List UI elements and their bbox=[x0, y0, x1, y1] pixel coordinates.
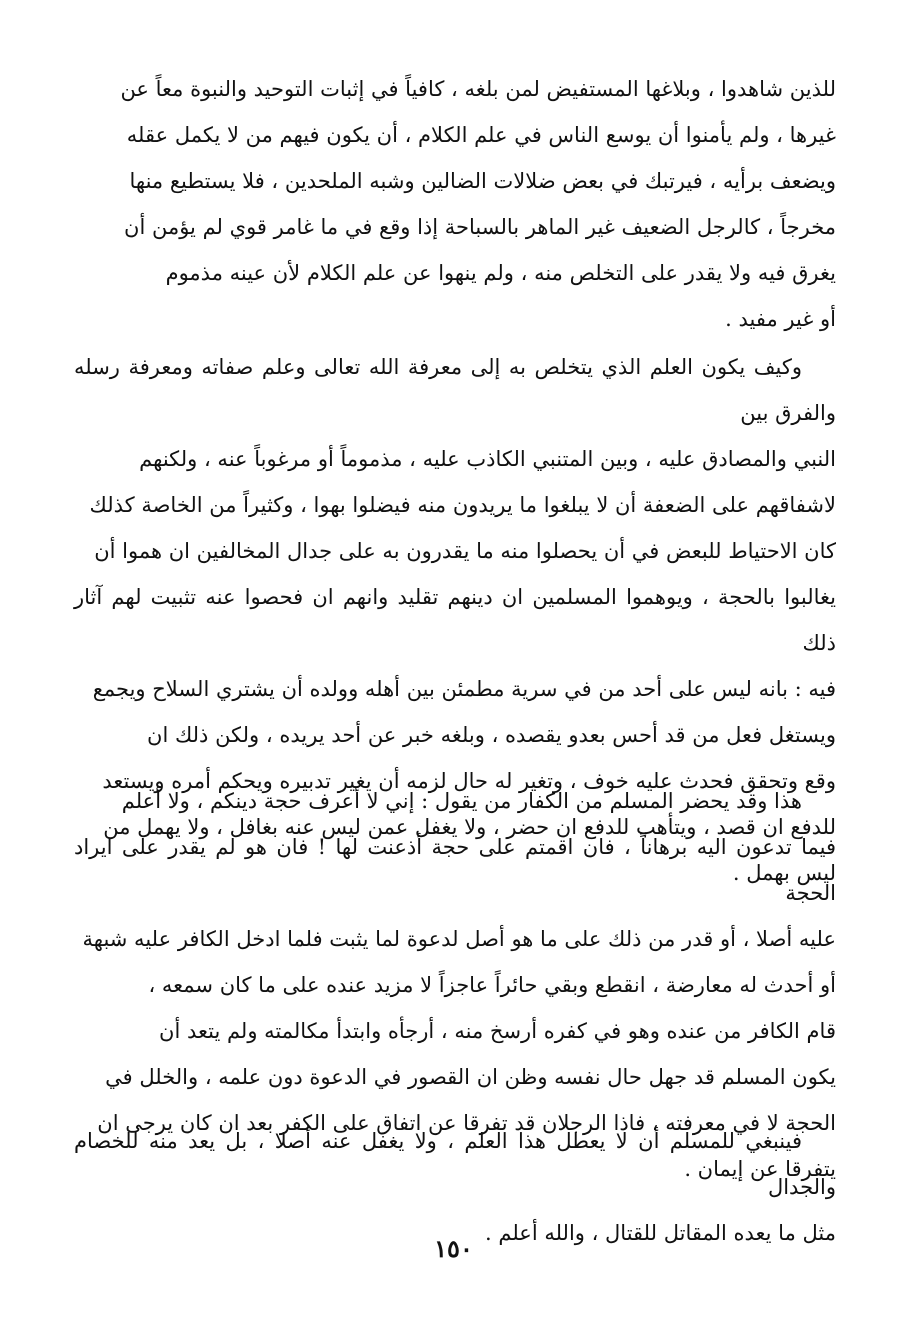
text-line: للذين شاهدوا ، وبلاغها المستفيض لمن بلغه ، كافياً في إثبات التوحيد والنبوة معاً عن bbox=[120, 77, 836, 101]
text-line: ليس بهمل . bbox=[732, 861, 836, 885]
text-line: وكيف يكون العلم الذي يتخلص به إلى معرفة الله تعالى وعلم صفاته ومعرفة رسله والفرق بين bbox=[74, 355, 836, 425]
text-line: يغالبوا بالحجة ، ويوهموا المسلمين ان دينهم تقليد وانهم ان فحصوا عنه تثبيت لهم آثار ذلك bbox=[74, 585, 836, 655]
text-line: فينبغي للمسلم أن لا يعطل هذا العلم ، ولا يغفل عنه أصلا ، بل يعد منه للخصام والجدال bbox=[74, 1129, 836, 1199]
text-line: أو أحدث له معارضة ، انقطع وبقي حائراً عاجزاً لا مزيد عنده على ما كان سمعه ، bbox=[148, 973, 836, 997]
page-number: ١٥٠ bbox=[434, 1234, 473, 1263]
text-line: مثل ما يعده المقاتل للقتال ، والله أعلم . bbox=[485, 1221, 836, 1245]
text-line: النبي والمصادق عليه ، وبين المتنبي الكاذب عليه ، مذموماً أو مرغوباً عنه ، ولكنهم bbox=[139, 447, 836, 471]
text-line: للدفع ان قصد ، ويتأهب للدفع ان حضر ، ولا يغفل عمن ليس عنه بغافل ، ولا يهمل من bbox=[103, 815, 836, 839]
text-line: أو غير مفيد . bbox=[725, 307, 836, 331]
text-line: لاشفاقهم على الضعفة أن لا يبلغوا ما يريدون منه فيضلوا بهوا ، وكثيراً من الخاصة كذلك bbox=[89, 493, 836, 517]
text-line: فيما تدعون اليه برهاناً ، فان اقمتم على حجة أذعنت لها ! فان هو لم يقدر على ايراد الحجة bbox=[74, 835, 836, 905]
text-line: كان الاحتياط للبعض في أن يحصلوا منه ما يقدرون به على جدال المخالفين ان هموا أن bbox=[94, 539, 836, 563]
paragraph-1 bbox=[74, 66, 836, 342]
text-line: ويضعف برأيه ، فيرتبك في بعض ضلالات الضالين وشبه الملحدين ، فلا يستطيع منها bbox=[129, 169, 836, 193]
text-line: الحجة لا في معرفته ، فاذا الرجلان قد تفرقا عن اتفاق على الكفر بعد ان كان يرجى ان bbox=[97, 1111, 836, 1135]
text-line: يكون المسلم قد جهل حال نفسه وظن ان القصور في الدعوة دون علمه ، والخلل في bbox=[105, 1065, 836, 1089]
text-line: غيرها ، ولم يأمنوا أن يوسع الناس في علم الكلام ، أن يكون فيهم من لا يكمل عقله bbox=[126, 123, 836, 147]
text-line: فيه : بانه ليس على أحد من في سرية مطمئن بين أهله وولده أن يشتري السلاح ويجمع bbox=[92, 677, 836, 701]
text-line: هذا وقد يحضر المسلم من الكفار من يقول : إني لا أعرف حجة دينكم ، ولا أعلم bbox=[121, 789, 802, 813]
text-line: عليه أصلا ، أو قدر من ذلك على ما هو أصل لدعوة لما يثبت فلما ادخل الكافر عليه شبهة bbox=[82, 927, 836, 951]
text-line: مخرجاً ، كالرجل الضعيف غير الماهر بالسباحة إذا وقع في ما غامر قوي لم يؤمن أن bbox=[124, 215, 836, 239]
text-line: قام الكافر من عنده وهو في كفره أرسخ منه ، أرجأه وابتدأ مكالمته ولم يتعد أن bbox=[159, 1019, 836, 1043]
text-line: وقع وتحقق فحدث عليه خوف ، وتغير له حال لزمه أن يغير تدبيره ويحكم أمره ويستعد bbox=[102, 769, 836, 793]
text-line: ويستغل فعل من قد أحس بعدو يقصده ، وبلغه خبر عن أحد يريده ، ولكن ذلك ان bbox=[147, 723, 836, 747]
text-line: يغرق فيه ولا يقدر على التخلص منه ، ولم ينهوا عن علم الكلام لأن عينه مذموم bbox=[165, 261, 836, 285]
text-line: يتفرقا عن إيمان . bbox=[684, 1157, 836, 1181]
